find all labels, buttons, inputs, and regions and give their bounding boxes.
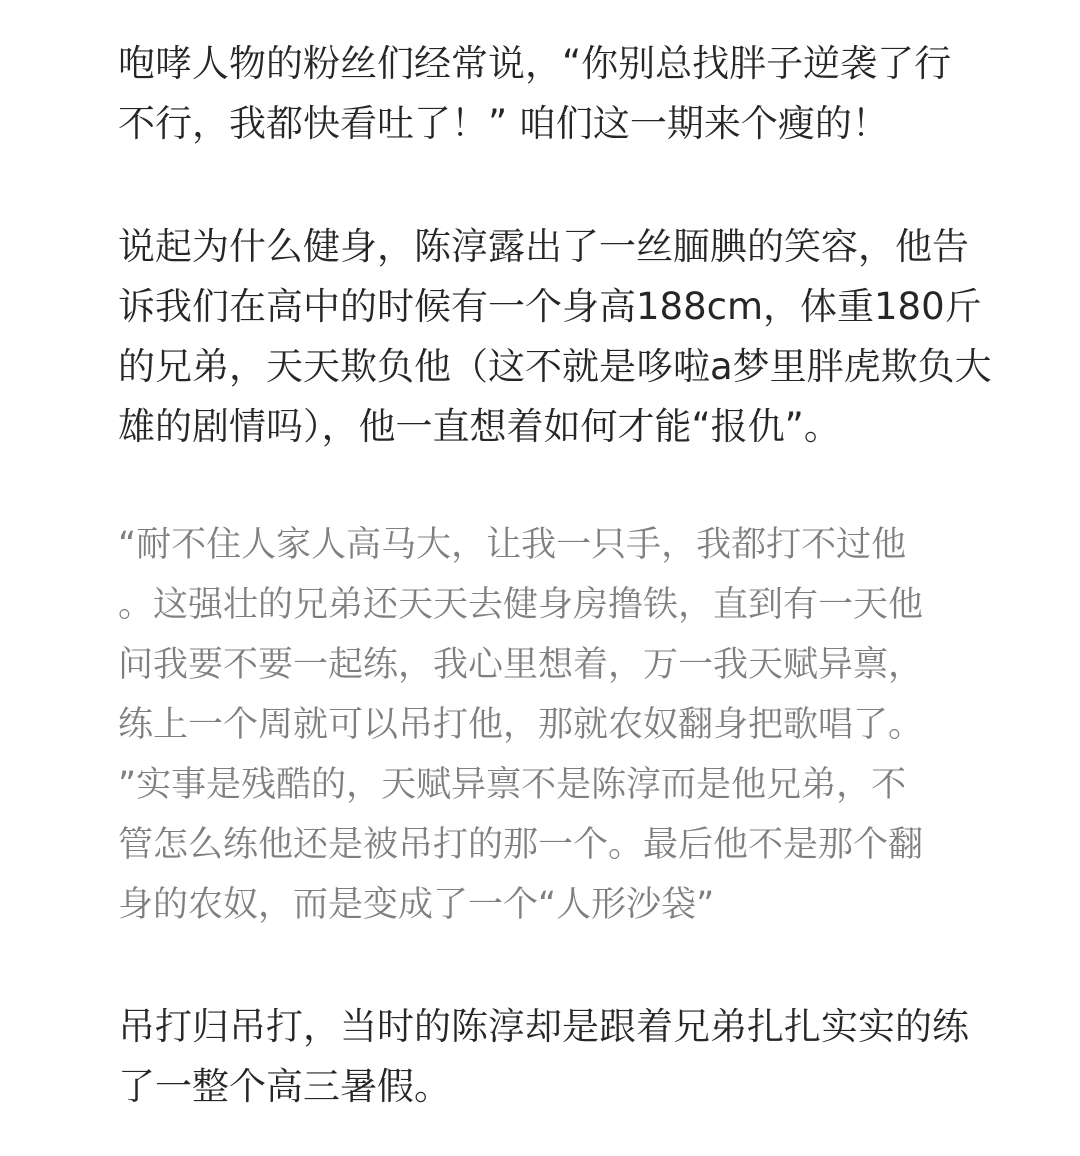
- text-line: 雄的剧情吗），他一直想着如何才能“报仇”。: [118, 405, 841, 448]
- text-line: 的兄弟，天天欺负他（这不就是哆啦a梦里胖虎欺负大: [118, 345, 992, 388]
- text-line: 吊打归吊打，当时的陈淳却是跟着兄弟扎扎实实的练: [118, 1005, 969, 1048]
- text-line: 了一整个高三暑假。: [118, 1065, 451, 1108]
- text-line: 诉我们在高中的时候有一个身高188cm，体重180斤: [118, 285, 982, 328]
- paragraph-conclusion: [118, 997, 969, 1117]
- quote-line: 问我要不要一起练，我心里想着，万一我天赋异禀，: [118, 645, 924, 685]
- paragraph-intro: [118, 34, 951, 154]
- text-line: 不行，我都快看吐了！” 咱们这一期来个瘦的！: [118, 102, 889, 145]
- quote-line: 身的农奴，而是变成了一个“人形沙袋”: [118, 885, 715, 925]
- quote-line: 管怎么练他还是被吊打的那一个。最后他不是那个翻: [118, 825, 924, 865]
- quote-line: “耐不住人家人高马大，让我一只手，我都打不过他: [118, 525, 907, 565]
- quote-line: 。这强壮的兄弟还天天去健身房撸铁，直到有一天他: [118, 585, 924, 625]
- paragraph-story: [118, 217, 992, 457]
- quote-line: ”实事是残酷的，天赋异禀不是陈淳而是他兄弟，不: [118, 765, 907, 805]
- quote-line: 练上一个周就可以吊打他，那就农奴翻身把歌唱了。: [118, 705, 924, 745]
- paragraph-quote: [118, 515, 923, 935]
- text-line: 咆哮人物的粉丝们经常说，“你别总找胖子逆袭了行: [118, 42, 952, 85]
- text-line: 说起为什么健身，陈淳露出了一丝腼腆的笑容，他告: [118, 225, 969, 268]
